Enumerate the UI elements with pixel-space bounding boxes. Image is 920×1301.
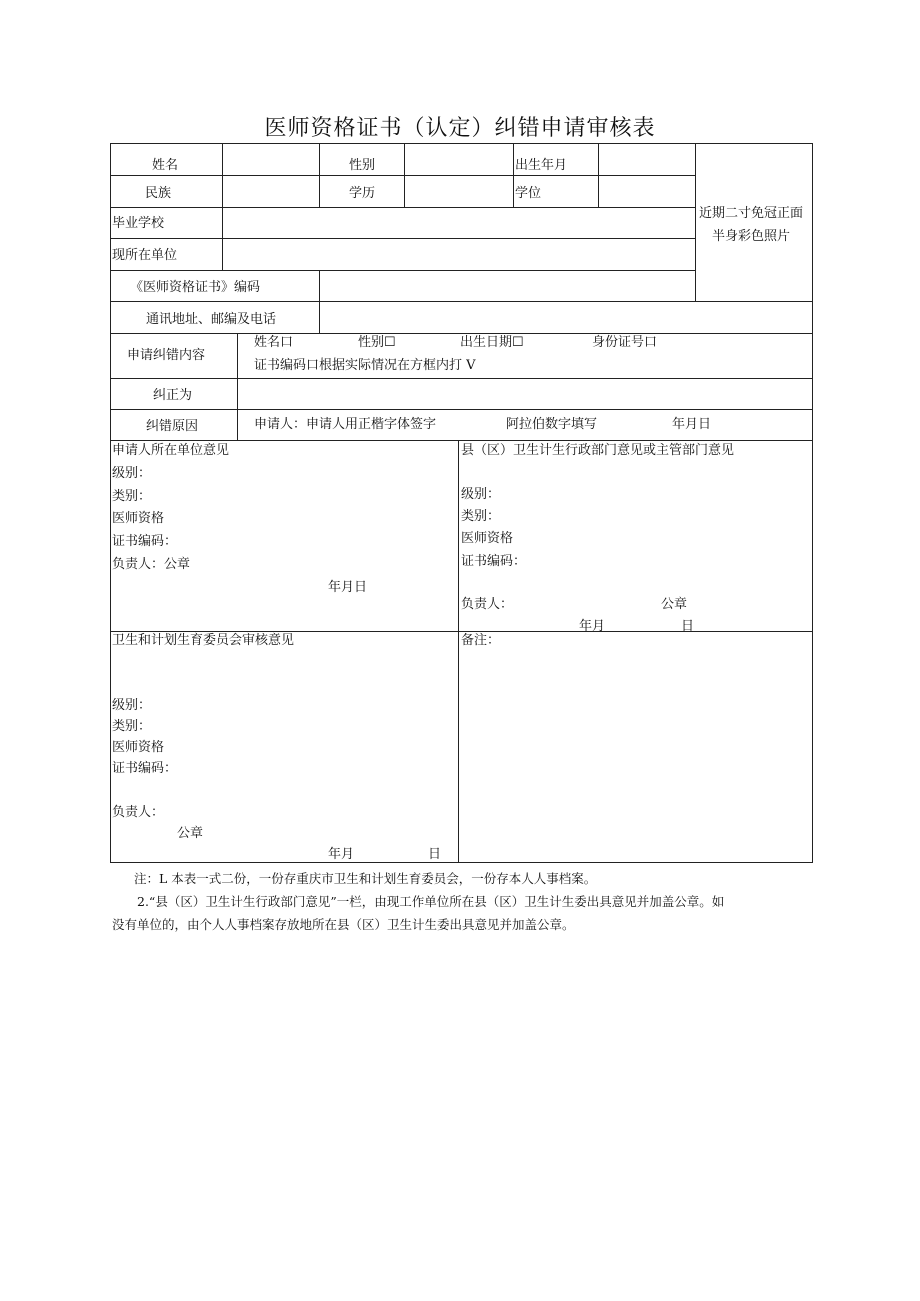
footnote-1: 注：L 本表一式二份，一份存重庆市卫生和计划生育委员会，一份存本人人事档案。 <box>134 871 597 886</box>
unit-qualification-label: 医师资格 <box>112 511 165 526</box>
name-label: 姓名 <box>152 158 179 173</box>
col-line <box>222 207 223 270</box>
row-line <box>110 333 813 334</box>
degree-label: 学位 <box>515 186 542 201</box>
county-qualification-label: 医师资格 <box>461 531 514 546</box>
education-label: 学历 <box>349 186 376 201</box>
county-opinion-heading: 县（区）卫生计生行政部门意见或主管部门意见 <box>461 443 735 458</box>
contact-field[interactable] <box>321 303 811 331</box>
row-line <box>110 301 813 302</box>
commission-level-label: 级别： <box>112 698 152 713</box>
applicant-signature-note: 申请人：申请人用正楷字体签字 <box>254 417 437 432</box>
option-name-checkbox[interactable]: 姓名口 <box>254 335 294 350</box>
table-border-bottom <box>110 862 813 863</box>
table-border-top <box>110 143 813 144</box>
reason-date: 年月日 <box>672 417 712 432</box>
col-line <box>319 143 320 207</box>
county-seal-label: 公章 <box>661 597 688 612</box>
commission-year-month: 年月 <box>328 847 355 862</box>
footnote-2: 2.“县（区）卫生计生行政部门意见”一栏，由现工作单位所在县（区）卫生计生委出具意见并加盖公章。如 <box>137 894 725 909</box>
ethnicity-label: 民族 <box>145 186 172 201</box>
remarks-label: 备注： <box>461 633 501 648</box>
degree-field[interactable] <box>600 177 694 205</box>
correction-content-label: 申请纠错内容 <box>127 348 206 363</box>
row-line <box>110 238 695 239</box>
gender-field[interactable] <box>406 146 512 174</box>
education-field[interactable] <box>406 177 512 205</box>
remarks-field[interactable] <box>462 652 810 858</box>
col-line <box>319 270 320 333</box>
cert-number-label: 《医师资格证书》编码 <box>130 280 261 295</box>
row-line <box>110 440 813 441</box>
col-line <box>458 440 459 862</box>
birth-field[interactable] <box>600 146 694 174</box>
unit-category-label: 类别： <box>112 489 152 504</box>
county-cert-code-label: 证书编码： <box>461 554 527 569</box>
col-line <box>598 143 599 207</box>
arabic-numerals-note: 阿拉伯数字填写 <box>506 417 598 432</box>
name-field[interactable] <box>224 146 318 174</box>
page-title: 医师资格证书（认定）纠错申请审核表 <box>264 116 656 141</box>
table-border-left <box>110 143 111 863</box>
photo-note-line1: 近期二寸免冠正面 <box>699 206 804 221</box>
school-label: 毕业学校 <box>112 216 165 231</box>
col-line <box>404 143 405 207</box>
commission-seal-label: 公章 <box>177 826 204 841</box>
ethnicity-field[interactable] <box>224 177 318 205</box>
gender-label: 性别 <box>349 158 376 173</box>
col-line <box>222 143 223 207</box>
col-line <box>513 143 514 207</box>
col-line <box>695 143 696 301</box>
cert-number-field[interactable] <box>321 272 694 300</box>
row-line <box>110 378 813 379</box>
option-gender-checkbox[interactable]: 性别☐ <box>358 335 396 350</box>
unit-date: 年月日 <box>328 580 368 595</box>
reason-label: 纠错原因 <box>146 419 199 434</box>
correct-to-field[interactable] <box>239 380 811 408</box>
commission-responsible-label: 负责人： <box>112 805 165 820</box>
county-category-label: 类别： <box>461 509 501 524</box>
commission-cert-code-label: 证书编码： <box>112 761 178 776</box>
commission-qualification-label: 医师资格 <box>112 740 165 755</box>
commission-opinion-heading: 卫生和计划生育委员会审核意见 <box>112 633 295 648</box>
county-level-label: 级别： <box>461 487 501 502</box>
unit-responsible-seal: 负责人：公章 <box>112 557 191 572</box>
contact-label: 通讯地址、邮编及电话 <box>146 312 277 327</box>
unit-cert-code-label: 证书编码： <box>112 534 178 549</box>
option-birth-checkbox[interactable]: 出生日期☐ <box>460 335 524 350</box>
option-id-checkbox[interactable]: 身份证号口 <box>592 335 658 350</box>
county-responsible-label: 负责人： <box>461 597 514 612</box>
commission-day: 日 <box>428 847 442 862</box>
commission-category-label: 类别： <box>112 719 152 734</box>
footnote-2-continued: 没有单位的，由个人人事档案存放地所在县（区）卫生计生委出具意见并加盖公章。 <box>112 917 575 932</box>
birth-label: 出生年月 <box>515 158 568 173</box>
county-year-month: 年月 <box>579 619 606 634</box>
unit-level-label: 级别： <box>112 466 152 481</box>
option-cert-checkbox-instruction[interactable]: 证书编码口根据实际情况在方框内打 V <box>254 358 476 373</box>
county-day: 日 <box>681 619 695 634</box>
row-line <box>110 270 695 271</box>
unit-opinion-heading: 申请人所在单位意见 <box>112 443 230 458</box>
photo-note-line2: 半身彩色照片 <box>712 229 791 244</box>
row-line <box>110 631 813 632</box>
row-line <box>110 175 695 176</box>
row-line <box>110 409 813 410</box>
table-border-right <box>812 143 813 863</box>
correct-to-label: 纠正为 <box>153 388 193 403</box>
unit-field[interactable] <box>224 240 694 268</box>
school-field[interactable] <box>224 209 694 237</box>
col-line <box>237 333 238 440</box>
row-line <box>110 207 695 208</box>
unit-label: 现所在单位 <box>112 248 178 263</box>
